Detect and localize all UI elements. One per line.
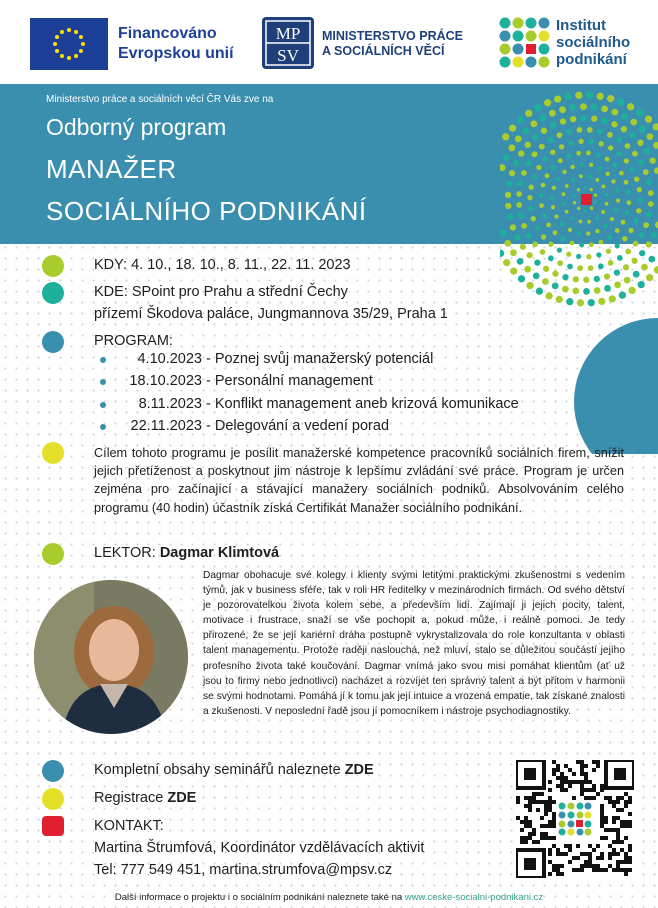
invitation-text: Ministerstvo práce a sociálních věcí ČR Vás zve na bbox=[46, 94, 274, 105]
contact-label: KONTAKT: bbox=[94, 818, 164, 834]
seminars-link[interactable]: ZDE bbox=[344, 762, 374, 778]
contact-person: Martina Štrumfová, Koordinátor vzdělávacích aktivit bbox=[94, 840, 425, 856]
eu-flag-icon bbox=[30, 18, 108, 70]
bullet-teal-icon bbox=[42, 282, 64, 304]
list-bullet-icon bbox=[100, 379, 106, 385]
mpsv-label: MINISTERSTVO PRÁCE A SOCIÁLNÍCH VĚCÍ bbox=[322, 29, 463, 58]
isp-logo-icon bbox=[498, 16, 550, 68]
bullet-lime-icon bbox=[42, 255, 64, 277]
program-label: PROGRAM: bbox=[94, 333, 173, 349]
bullet-yellow-icon bbox=[42, 788, 64, 810]
registration-link[interactable]: ZDE bbox=[167, 790, 197, 806]
decorative-dots-pattern bbox=[500, 84, 658, 454]
program-item: 8.11.2023 - Konflikt management aneb krizová komunikace bbox=[104, 396, 519, 412]
list-bullet-icon bbox=[100, 402, 106, 408]
mpsv-logo-icon bbox=[262, 17, 314, 69]
isp-label: Institut sociálního podnikání bbox=[556, 17, 631, 68]
eu-funding-label: Financováno Evropskou unií bbox=[118, 25, 234, 62]
program-item: 22.11.2023 - Delegování a vedení porad bbox=[104, 418, 389, 434]
lector-heading: LEKTOR: Dagmar Klimtová bbox=[94, 545, 280, 561]
when-text: KDY: 4. 10., 18. 10., 8. 11., 22. 11. 2023 bbox=[94, 257, 351, 273]
bullet-yellow-icon bbox=[42, 442, 64, 464]
svg-text:MP: MP bbox=[275, 24, 301, 43]
seminars-info: Kompletní obsahy seminářů naleznete ZDE bbox=[94, 762, 374, 778]
program-item: 18.10.2023 - Personální management bbox=[104, 373, 373, 389]
program-subtitle: Odborný program bbox=[46, 114, 227, 140]
bullet-red-square-icon bbox=[42, 816, 64, 836]
qr-code-icon[interactable] bbox=[516, 760, 634, 878]
program-item: 4.10.2023 - Poznej svůj manažerský potenciál bbox=[104, 351, 433, 367]
logo-header bbox=[0, 0, 658, 84]
program-title-line1: MANAŽER bbox=[46, 154, 177, 184]
footer-note: Další informace o projektu i o sociálním podnikání naleznete také na www.ceske-socialni-podnikani.cz bbox=[114, 892, 544, 903]
lector-bio: Dagmar obohacuje své kolegy i klienty svými letitými praktickými zkušenostmi s vedením týmů, jak v business sféře, tak v roli HR ředitelky v mezinárodních firmách. Od svého dětství je pozorovatelkou života kolem sebe, a především lidí. Zajímají ji jejich pocity, talent, motivace i frustrace, snaží se vše pochopit a, pokud může, i reálně pomoci. Je tedy přirozené, že se její kariérní dráha postupně vykrystalizovala do role konzultanta v oblasti talent managementu. Protože raději naslouchá, než mluví, stalo se důležitou součástí jejího profesního života také koučování. Dagmar vnímá jako svou misi pomáhat klientům (ať už jsou to firmy nebo jednotlivci) nacházet a rozvíjet ten správný talent a být přitom v harmonii se svými hodnotami. Pomáhá jí k tomu jak její intuice a vrozená empatie, tak získané znalosti a zkušenosti. V neposlední řadě jsou jí pomocníkem i nástroje psychodiagnostiky. bbox=[203, 570, 625, 717]
where-line1: KDE: SPoint pro Prahu a střední Čechy bbox=[94, 284, 348, 300]
bullet-lime-icon bbox=[42, 543, 64, 565]
svg-text:SV: SV bbox=[277, 46, 299, 65]
lector-photo bbox=[34, 580, 188, 734]
where-line2: přízemí Škodova paláce, Jungmannova 35/29, Praha 1 bbox=[94, 306, 448, 322]
contact-phone-email[interactable]: Tel: 777 549 451, martina.strumfova@mpsv.cz bbox=[94, 862, 393, 878]
list-bullet-icon bbox=[100, 424, 106, 430]
program-title-line2: SOCIÁLNÍHO PODNIKÁNÍ bbox=[46, 196, 367, 226]
program-description: Cílem tohoto programu je posílit manažerské kompetence pracovníků sociálních firem, snížit jejich přetíženost a poskytnout jim nástroje k lepšímu zvládání své práce. Program je určen zejména pro začínající a stávající manažery sociálních podniků. Absolvováním celého programu (40 hodin) účastník získá Certifikát Manažer sociálního podnikání. bbox=[94, 446, 624, 515]
list-bullet-icon bbox=[100, 357, 106, 363]
website-link[interactable]: www.ceske-socialni-podnikani.cz bbox=[404, 892, 544, 903]
bullet-blue-icon bbox=[42, 760, 64, 782]
bullet-blue-icon bbox=[42, 331, 64, 353]
registration-info: Registrace ZDE bbox=[94, 790, 197, 806]
